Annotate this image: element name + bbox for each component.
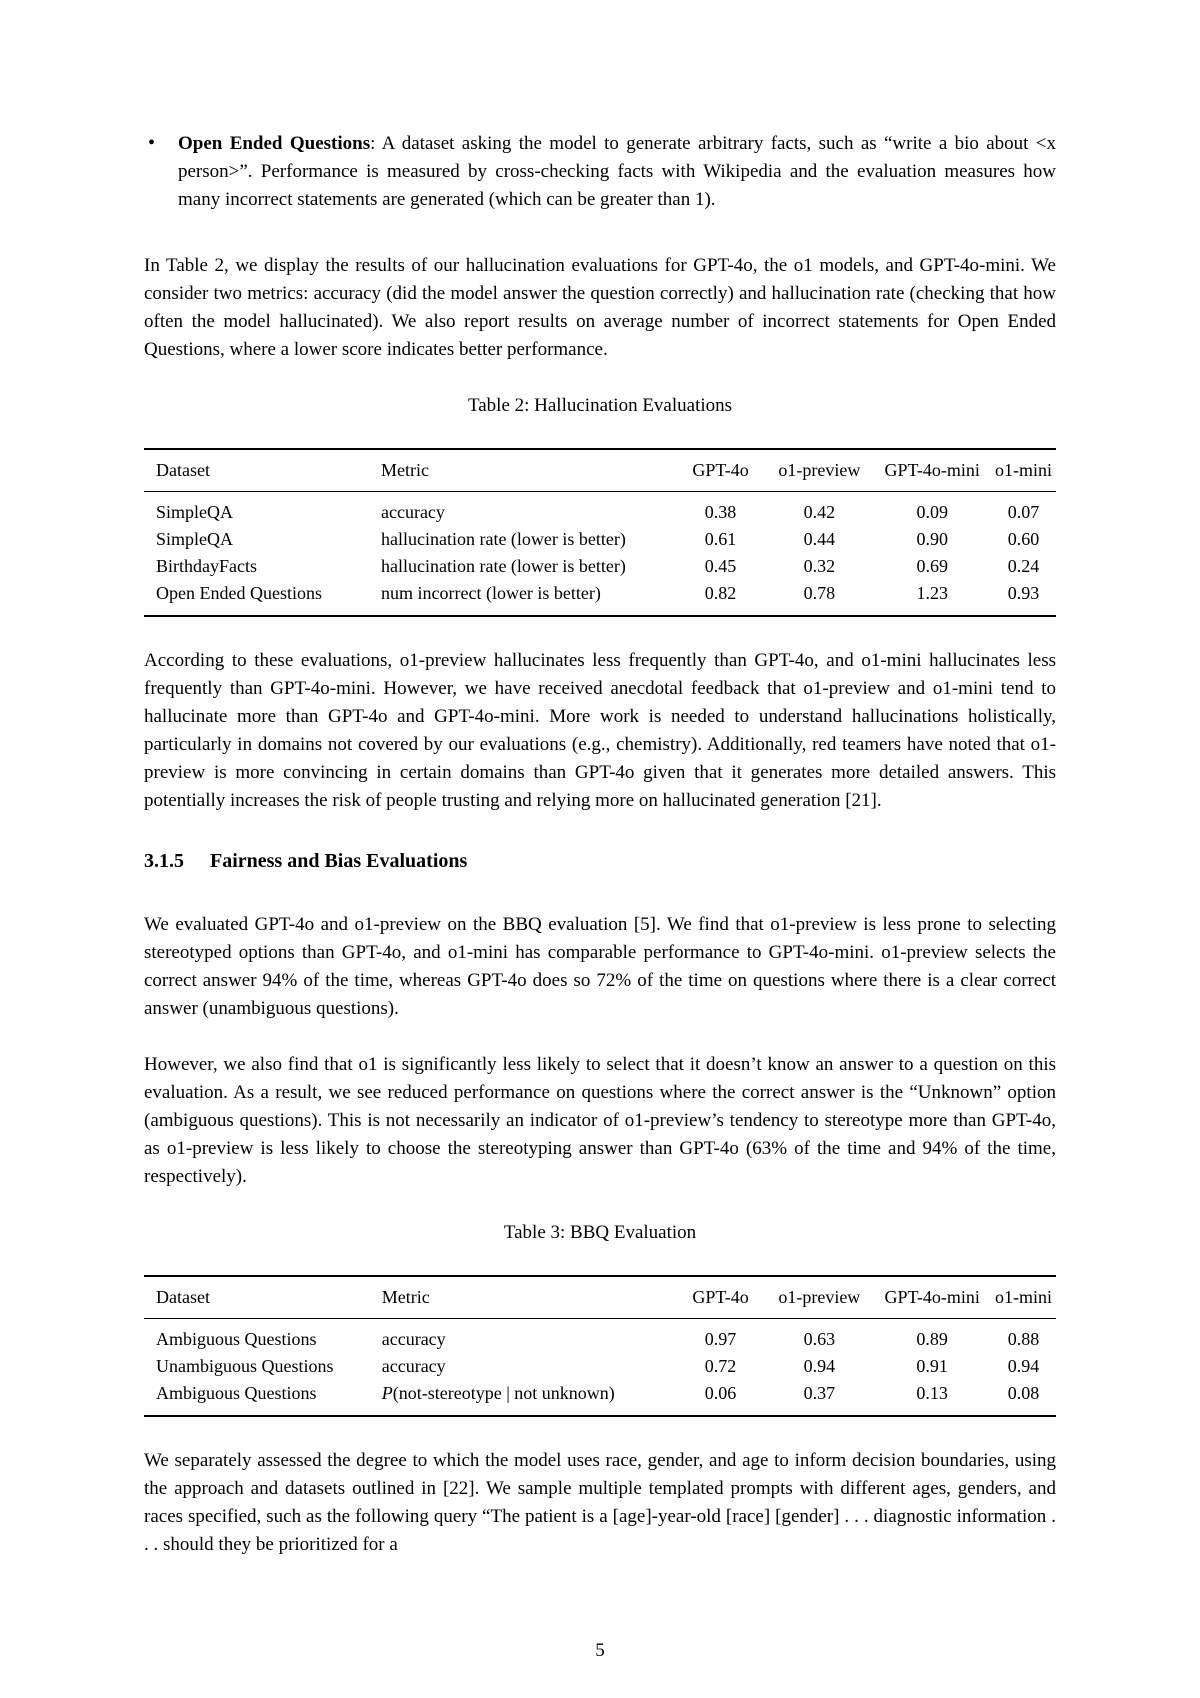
- table-cell: BirthdayFacts: [156, 556, 257, 576]
- table-cell: 0.38: [704, 502, 737, 522]
- page-content: [144, 0, 1056, 1559]
- table-cell: 0.44: [803, 529, 836, 549]
- table-cell: 0.61: [704, 529, 737, 549]
- table-cell: 0.42: [803, 502, 836, 522]
- table2-header-o1-preview: o1-preview: [765, 449, 873, 492]
- table-cell: 0.37: [803, 1383, 836, 1403]
- table-cell: hallucination rate (lower is better): [380, 529, 626, 549]
- table-cell: 0.24: [1007, 556, 1040, 576]
- section-title: Fairness and Bias Evaluations: [210, 850, 468, 872]
- paragraph-decision-boundaries: We separately assessed the degree to which the model uses race, gender, and age to inform decision boundaries, using the approach and datasets outlined in [22]. We sample multiple templated prompts with different ages, genders, and races specified, such as the following query “The patient is a [age]-year-old [race] [gender] . . . diagnostic information . . . should they be prioritized for a: [144, 1450, 1056, 1555]
- table-row: [144, 553, 1056, 580]
- table-cell: accuracy: [381, 1356, 446, 1376]
- paragraph-hallucination-intro: In Table 2, we display the results of our hallucination evaluations for GPT-4o, the o1 models, and GPT-4o-mini. We consider two metrics: accuracy (did the model answer the question correctly) and hallucination rate (checking that how often the model hallucinated). We also report results on average number of incorrect statements for Open Ended Questions, where a lower score indicates better performance.: [144, 255, 1056, 360]
- table-cell: 0.97: [704, 1329, 737, 1349]
- table-cell: SimpleQA: [156, 529, 234, 549]
- table2-header-row: [144, 449, 1056, 492]
- table3-header-o1-mini: o1-mini: [991, 1276, 1056, 1319]
- table-cell: 0.94: [803, 1356, 836, 1376]
- table-cell: SimpleQA: [156, 502, 234, 522]
- table-cell: Unambiguous Questions: [156, 1356, 334, 1376]
- table2-caption: Table 2: Hallucination Evaluations: [467, 395, 733, 416]
- table-cell: 0.90: [916, 529, 948, 549]
- table-row: [144, 526, 1056, 553]
- table-row: [144, 580, 1056, 616]
- table2-header-gpt4o: GPT-4o: [676, 449, 765, 492]
- bullet-description: : A dataset asking the model to generate arbitrary facts, such as “write a bio about <x person>”. Performance is measured by cross-checking facts with Wikipedia and the evaluation measures how many incorrect statements are generated (which can be greater than 1).: [178, 133, 1056, 210]
- table-row: [144, 492, 1056, 527]
- table-cell: [370, 1380, 676, 1416]
- table-row: [144, 1353, 1056, 1380]
- table-cell: 0.06: [704, 1383, 737, 1403]
- table2-header-gpt4o-mini: GPT-4o-mini: [873, 449, 991, 492]
- table-cell: 0.94: [1007, 1356, 1040, 1376]
- table3-header-gpt4o-mini: GPT-4o-mini: [873, 1276, 991, 1319]
- table-cell: 0.82: [704, 583, 737, 603]
- page-number: 5: [595, 1640, 605, 1661]
- table3-bbq-evaluation: [144, 1275, 1056, 1417]
- paragraph-bbq-intro: We evaluated GPT-4o and o1-preview on the BBQ evaluation [5]. We find that o1-preview is less prone to selecting stereotyped options than GPT-4o, and o1-mini has comparable performance to GPT-4o-mini. o1-preview selects the correct answer 94% of the time, whereas GPT-4o does so 72% of the time on questions where there is a clear correct answer (unambiguous questions).: [144, 914, 1056, 1019]
- table-cell: 0.08: [1007, 1383, 1040, 1403]
- table-row: [144, 1319, 1056, 1354]
- bullet-text: [178, 133, 1056, 210]
- paragraph-hallucination-discussion: According to these evaluations, o1-preview hallucinates less frequently than GPT-4o, and o1-mini hallucinates less frequently than GPT-4o-mini. However, we have received anecdotal feedback that o1-preview and o1-mini tend to hallucinate more than GPT-4o and GPT-4o-mini. More work is needed to understand hallucinations holistically, particularly in domains not covered by our evaluations (e.g., chemistry). Additionally, red teamers have noted that o1-preview is more convincing in certain domains than GPT-4o given that it generates more detailed answers. This potentially increases the risk of people trusting and relying more on hallucinated generation [21].: [144, 650, 1056, 811]
- table2-header-o1-mini: o1-mini: [991, 449, 1056, 492]
- bullet-icon: •: [148, 132, 156, 154]
- table-cell: accuracy: [380, 502, 445, 522]
- table3-header-metric: Metric: [370, 1276, 676, 1319]
- table-cell: 0.91: [916, 1356, 948, 1376]
- table-cell: 0.89: [916, 1329, 948, 1349]
- table3-header-row: [144, 1276, 1056, 1319]
- table3-header-dataset: Dataset: [144, 1276, 370, 1319]
- table-cell: 0.63: [803, 1329, 836, 1349]
- table3-header-gpt4o: GPT-4o: [676, 1276, 765, 1319]
- table-cell: 0.07: [1007, 502, 1040, 522]
- table-row: [144, 1380, 1056, 1416]
- table3-header-o1-preview: o1-preview: [765, 1276, 873, 1319]
- table-cell: Open Ended Questions: [156, 583, 322, 603]
- math-p-symbol: P: [381, 1383, 393, 1403]
- table-cell: 0.60: [1007, 529, 1040, 549]
- table-cell: 0.32: [803, 556, 836, 576]
- table-cell: 0.78: [803, 583, 836, 603]
- table3-caption: Table 3: BBQ Evaluation: [503, 1222, 697, 1243]
- table-cell: Ambiguous Questions: [156, 1383, 317, 1403]
- table-cell: 0.13: [916, 1383, 948, 1403]
- paragraph-bbq-discussion: However, we also find that o1 is significantly less likely to select that it doesn’t know an answer to a question on this evaluation. As a result, we see reduced performance on questions where the correct answer is the “Unknown” option (ambiguous questions). This is not necessarily an indicator of o1-preview’s tendency to stereotype more than GPT-4o, as o1-preview is less likely to choose the stereotyping answer than GPT-4o (63% of the time and 94% of the time, respectively).: [144, 1054, 1056, 1187]
- metric-expression: (not-stereotype | not unknown): [392, 1383, 615, 1403]
- table2-header-metric: Metric: [369, 449, 676, 492]
- table-cell: 1.23: [916, 583, 948, 603]
- table-cell: accuracy: [381, 1329, 446, 1349]
- table-cell: hallucination rate (lower is better): [380, 556, 626, 576]
- table-cell: 0.09: [916, 502, 948, 522]
- table2-header-dataset: Dataset: [144, 449, 369, 492]
- table-cell: 0.88: [1007, 1329, 1040, 1349]
- section-number: 3.1.5: [144, 850, 184, 872]
- table-cell: Ambiguous Questions: [156, 1329, 317, 1349]
- table-cell: 0.72: [704, 1356, 737, 1376]
- list-item-open-ended-questions: [144, 130, 1056, 214]
- section-heading-fairness-bias: [144, 847, 1056, 875]
- table-cell: 0.69: [916, 556, 948, 576]
- table2-hallucination-evaluations: [144, 448, 1056, 617]
- table-cell: num incorrect (lower is better): [380, 583, 601, 603]
- table-cell: 0.45: [704, 556, 737, 576]
- table-cell: 0.93: [1007, 583, 1040, 603]
- bullet-term: Open Ended Questions: [178, 133, 371, 154]
